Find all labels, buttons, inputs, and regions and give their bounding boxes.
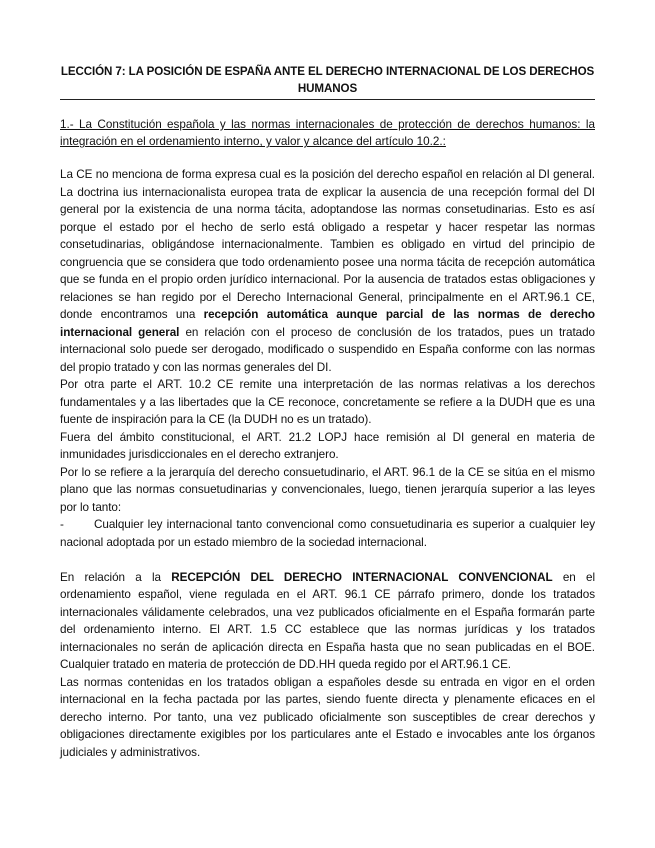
paragraph-5-bold: RECEPCIÓN DEL DERECHO INTERNACIONAL CONVENCIONAL: [171, 570, 553, 584]
document-body: [60, 166, 595, 761]
paragraph-5-text-b: en el ordenamiento español, viene regulada en el ART. 96.1 CE párrafo primero, donde los tratados internacionales válidamente celebrados, una vez publicados oficialmente en el España formarán parte del ordenamiento interno. El ART. 1.5 CC establece que las normas jurídicas y los tratados internacionales no serán de aplicación directa en España hasta que no sean publicadas en el BOE. Cualquier tratado en materia de protección de DD.HH queda regido por el ART.96.1 CE.: [60, 570, 595, 671]
page-title: LECCIÓN 7: LA POSICIÓN DE ESPAÑA ANTE EL DERECHO INTERNACIONAL DE LOS DERECHOS HUMANOS: [60, 65, 595, 95]
paragraph-5: [60, 569, 595, 674]
paragraph-1-text-b: en relación con el proceso de conclusión de los tratados, pues un tratado internacional solo puede ser derogado, modificado o suspendido en España conforme con las normas del propio tratado y con las normas generales del DI.: [60, 325, 596, 374]
paragraph-1: [60, 166, 595, 376]
paragraph-2: Por otra parte el ART. 10.2 CE remite una interpretación de las normas relativas a los derechos fundamentales y a las libertades que la CE reconoce, concretamente se refiere a la DUDH que es una fuente de inspiración para la CE (la DUDH no es un tratado).: [60, 378, 595, 426]
paragraph-1-bold: recepción automática aunque parcial de las normas de derecho internacional general: [60, 308, 595, 339]
bullet-marker: -: [60, 518, 64, 531]
paragraph-6: Las normas contenidas en los tratados obligan a españoles desde su entrada en vigor en el orden internacional en la fecha pactada por las partes, siendo fuente directa y plenamente eficaces en el derecho interno. Por tanto, una vez publicado oficialmente son susceptibles de crear derechos y obligaciones directamente exigibles por los particulares ante el Estado e invocables ante los órganos judiciales y administrativos.: [60, 675, 595, 759]
paragraph-1-text-a: La CE no menciona de forma expresa cual es la posición del derecho español en relación al DI general. La doctrina ius internacionalista europea trata de explicar la ausencia de una recepción formal del DI general por la existencia de una norma tácita, adoptandose las normas consetudinarias. Esto es así porque el estado por el hecho de serlo está obligado a respetar y hacer respetar las normas consetudinarias, obligándose internacionalmente. Tambien es obligado en virtud del principio de congruencia que se considera que todo ordenamiento posee una norma tácita de recepción automática que se funda en el propio orden jurídico internacional. Por la ausencia de tratados estas obligaciones y relaciones se han regido por el Derecho Internacional General, principalmente en el ART.96.1 CE, donde encontramos una: [60, 168, 595, 321]
paragraph-5-text-a: En relación a la: [60, 570, 172, 584]
paragraph-spacer: [60, 551, 595, 569]
bullet-item: [60, 516, 595, 551]
paragraph-4: Por lo se refiere a la jerarquía del derecho consuetudinario, el ART. 96.1 de la CE se sitúa en el mismo plano que las normas consuetudinarias y convencionales, luego, tienen jerarquía superior a las leyes por lo tanto:: [60, 465, 595, 514]
section-heading: 1.- La Constitución española y las normas internacionales de protección de derechos humanos: la integración en el ordenamiento interno, y valor y alcance del artículo 10.2.:: [60, 118, 595, 149]
paragraph-3: Fuera del ámbito constitucional, el ART. 21.2 LOPJ hace remisión al DI general en materia de inmunidades jurisdiccionales en el derecho extranjero.: [60, 430, 595, 461]
bullet-text: Cualquier ley internacional tanto convencional como consuetudinaria es superior a cualquier ley nacional adoptada por un estado miembro de la sociedad internacional.: [60, 518, 595, 549]
title-underline-divider: [60, 99, 595, 100]
